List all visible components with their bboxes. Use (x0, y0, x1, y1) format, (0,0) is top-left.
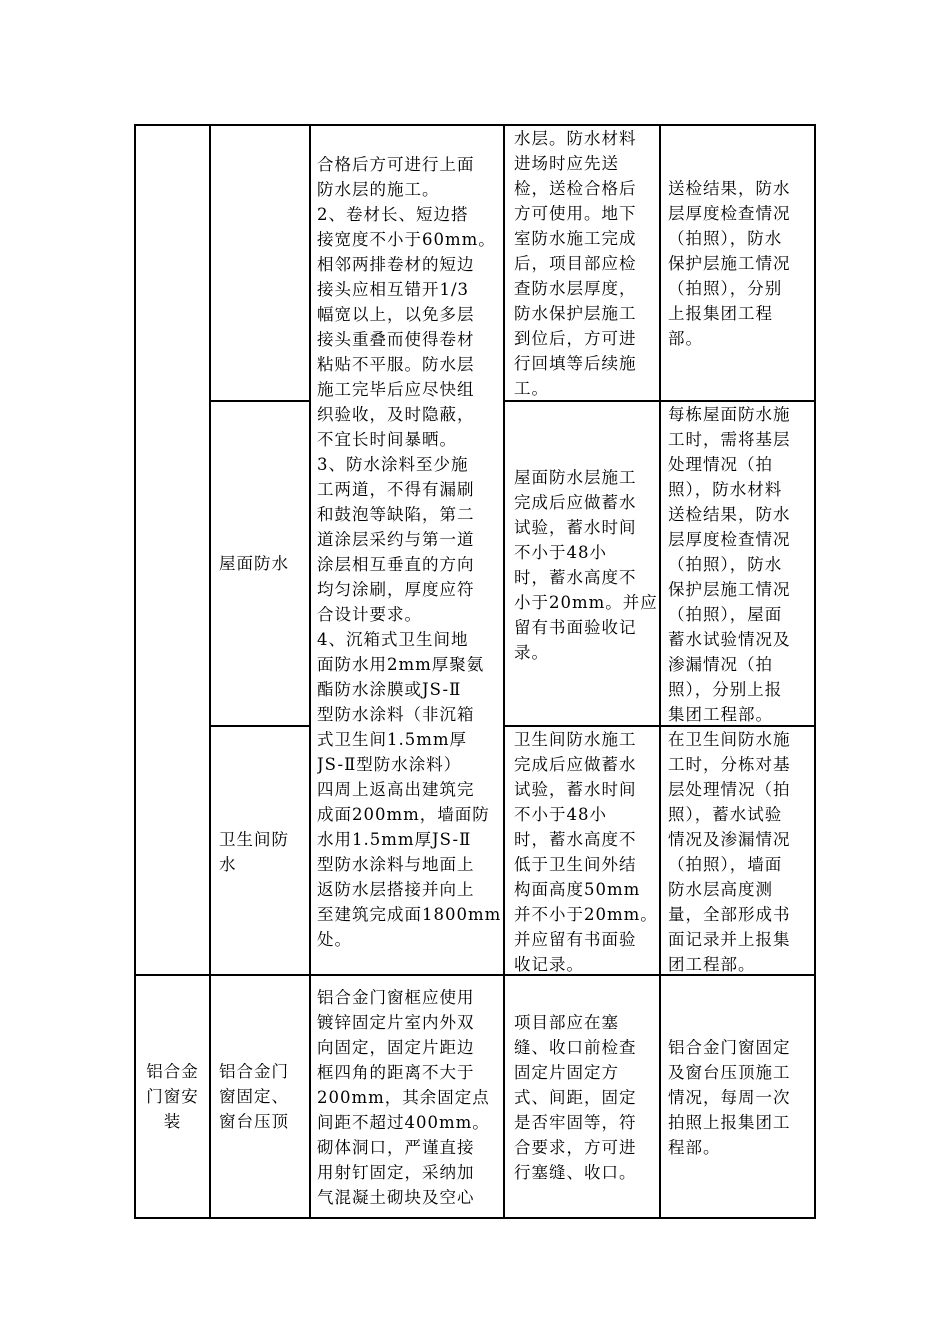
table-border-top (134, 124, 816, 126)
basement-inspection-cell: 水层。防水材料 进场时应先送 检，送检合格后 方可使用。地下 室防水施工完成 后，项目部应检 查防水层厚度， 防水保护层施工 到位后，方可进 行回填等后续施 工。 (514, 129, 637, 398)
bathroom-inspection-cell: 卫生间防水施工 完成后应做蓄水 试验，蓄水时间 不小于48小 时，蓄水高度不 低于卫生间外结 构面高度50mm 并不小于20mm。 并应留有书面验 收记录。 (514, 730, 658, 974)
roof-inspection-cell: 屋面防水层施工 完成后应做蓄水 试验，蓄水时间 不小于48小 时，蓄水高度不 小于20mm。并应 留有书面验收记 录。 (514, 468, 658, 662)
table-border-right (814, 124, 816, 1219)
window-requirements-cell: 铝合金门窗框应使用 镀锌固定片室内外双 向固定，固定片距边 框四角的距离不大于 200mm，其余固定点 间距不超过400mm。 砌体洞口，严谨直接 用射钉固定，采纳加 气混凝土砌块及空心 (317, 988, 490, 1207)
table-border-left (134, 124, 136, 1219)
column-divider (659, 124, 661, 1219)
construction-requirements-cell: 合格后方可进行上面 防水层的施工。 2、卷材长、短边搭 接宽度不小于60mm。 相邻两排卷材的短边 接头应相互错开1/3 幅宽以上，以免多层 接头重叠而使得卷材 粘贴不平服。防水层 施工完毕后应尽快组 织验收，及时隐蔽， 不宜长时间暴晒。 3、防水涂料至少施 工两道，不得有漏刷 和鼓泡等缺陷，第二 道涂层采约与第一道 涂层相互垂直的方向 均匀涂刷，厚度应符 合设计要求。 4、沉箱式卫生间地 面防水用2mm厚聚氨 酯防水涂膜或JS-Ⅱ 型防水涂料（非沉箱 式卫生间1.5mm厚 JS-Ⅱ型防水涂料） 四周上返高出建筑完 成面200mm，墙面防 水用1.5mm厚JS-Ⅱ 型防水涂料与地面上 返防水层搭接并向上 至建筑完成面1800mm 处。 (317, 155, 502, 949)
basement-report-cell: 送检结果，防水 层厚度检查情况 （拍照），防水 保护层施工情况 （拍照），分别 上报集团工程 部。 (668, 179, 791, 348)
aluminum-window-category: 铝合金 门窗安 装 (146, 1062, 199, 1131)
window-inspection-cell: 项目部应在塞 缝、收口前检查 固定片固定方 式、间距，固定 是否牢固等，符 合要求，方可进 行塞缝、收口。 (514, 1013, 637, 1182)
roof-waterproofing-label: 屋面防水 (219, 554, 289, 573)
column-divider (209, 124, 211, 1219)
column-divider (503, 124, 505, 1219)
column-divider (309, 124, 311, 1219)
window-fixing-label: 铝合金门 窗固定、 窗台压顶 (219, 1062, 289, 1131)
row-divider (210, 400, 309, 402)
bathroom-waterproofing-label: 卫生间防 水 (219, 830, 289, 874)
row-divider (210, 725, 309, 727)
window-report-cell: 铝合金门窗固定 及窗台压顶施工 情况，每周一次 拍照上报集团工 程部。 (668, 1038, 791, 1157)
row-divider (134, 974, 816, 976)
table-border-bottom (134, 1217, 816, 1219)
roof-report-cell: 每栋屋面防水施 工时，需将基层 处理情况（拍 照），防水材料 送检结果，防水 层厚度检查情况 （拍照），防水 保护层施工情况 （拍照），屋面 蓄水试验情况及 渗漏情况（拍 照），分别上报 集团工程部。 (668, 405, 791, 724)
bathroom-report-cell: 在卫生间防水施 工时，分栋对基 层处理情况（拍 照），蓄水试验 情况及渗漏情况 （拍照），墙面 防水层高度测 量，全部形成书 面记录并上报集 团工程部。 (668, 730, 791, 974)
